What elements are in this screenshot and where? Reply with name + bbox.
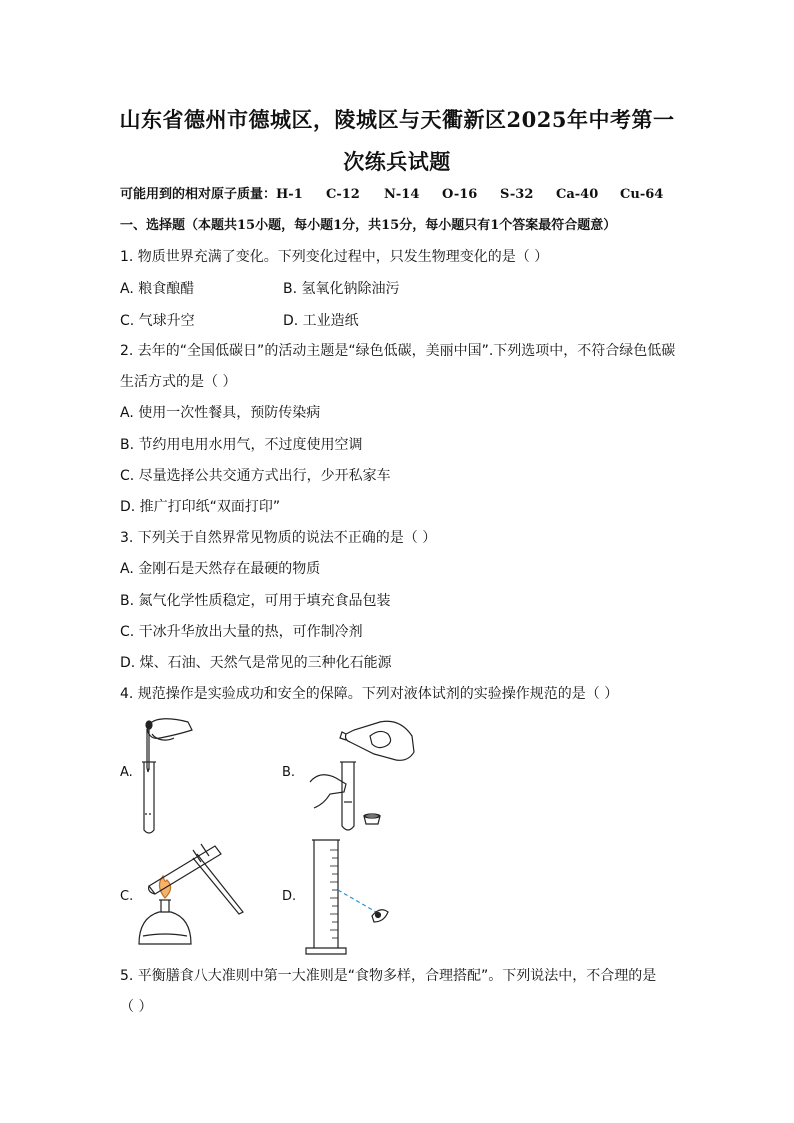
q4-option-b-label: B. <box>282 765 296 780</box>
q2-option-a: A. 使用一次性餐具，预防传染病 <box>120 405 321 421</box>
atomic-mass-item: O-16 <box>442 187 478 202</box>
question-5-stem-line2: （ ） <box>120 999 153 1015</box>
atomic-mass-item: Ca-40 <box>556 187 599 202</box>
section-heading: 一、选择题（本题共15小题，每小题1分，共15分，每小题只有1个答案最符合题意） <box>120 218 617 233</box>
heating-test-tube-illustration <box>135 840 250 955</box>
q2-option-b: B. 节约用电用水用气，不过度使用空调 <box>120 437 363 453</box>
q3-option-b: B. 氮气化学性质稳定，可用于填充食品包装 <box>120 593 391 609</box>
q2-option-d: D. 推广打印纸“双面打印” <box>120 499 281 515</box>
exam-title-line2: 次练兵试题 <box>343 149 451 174</box>
question-4-stem: 4. 规范操作是实验成功和安全的保障。下列对液体试剂的实验操作规范的是（ ） <box>120 686 619 702</box>
atomic-mass-item: C-12 <box>326 187 360 202</box>
atomic-mass-item: Cu-64 <box>620 187 664 202</box>
question-2-stem-line1: 2. 去年的“全国低碳日”的活动主题是“绿色低碳，美丽中国”.下列选项中，不符合绿色低碳 <box>120 343 676 359</box>
question-1-stem: 1. 物质世界充满了变化。下列变化过程中，只发生物理变化的是（ ） <box>120 249 549 265</box>
pour-liquid-illustration <box>300 712 420 837</box>
question-5-stem-line1: 5. 平衡膳食八大准则中第一大准则是“食物多样，合理搭配”。下列说法中，不合理的是 <box>120 968 657 984</box>
atomic-mass-item: H-1 <box>276 187 303 202</box>
atomic-mass-label: 可能用到的相对原子质量： <box>120 187 277 202</box>
q3-option-c: C. 干冰升华放出大量的热，可作制冷剂 <box>120 624 363 640</box>
q1-option-a: A. 粮食酿醋 <box>120 281 195 297</box>
q4-option-a-label: A. <box>120 765 133 780</box>
q4-option-d-label: D. <box>282 889 297 904</box>
graduated-cylinder-reading-illustration <box>300 836 400 958</box>
question-2-stem-line2: 生活方式的是（ ） <box>120 374 237 390</box>
atomic-mass-line <box>120 186 663 204</box>
q1-option-c: C. 气球升空 <box>120 313 195 329</box>
q3-option-a: A. 金刚石是天然存在最硬的物质 <box>120 561 321 577</box>
q4-option-c-label: C. <box>120 889 134 904</box>
exam-title-line1: 山东省德州市德城区，陵城区与天衢新区2025年中考第一 <box>119 107 675 132</box>
q2-option-c: C. 尽量选择公共交通方式出行，少开私家车 <box>120 468 391 484</box>
q1-option-b: B. 氢氧化钠除油污 <box>283 281 400 297</box>
q1-option-d: D. 工业造纸 <box>283 313 359 329</box>
dropper-into-tube-illustration <box>130 712 200 837</box>
atomic-mass-item: N-14 <box>384 187 420 202</box>
atomic-mass-item: S-32 <box>500 187 534 202</box>
question-3-stem: 3. 下列关于自然界常见物质的说法不正确的是（ ） <box>120 530 437 546</box>
q3-option-d: D. 煤、石油、天然气是常见的三种化石能源 <box>120 655 392 671</box>
